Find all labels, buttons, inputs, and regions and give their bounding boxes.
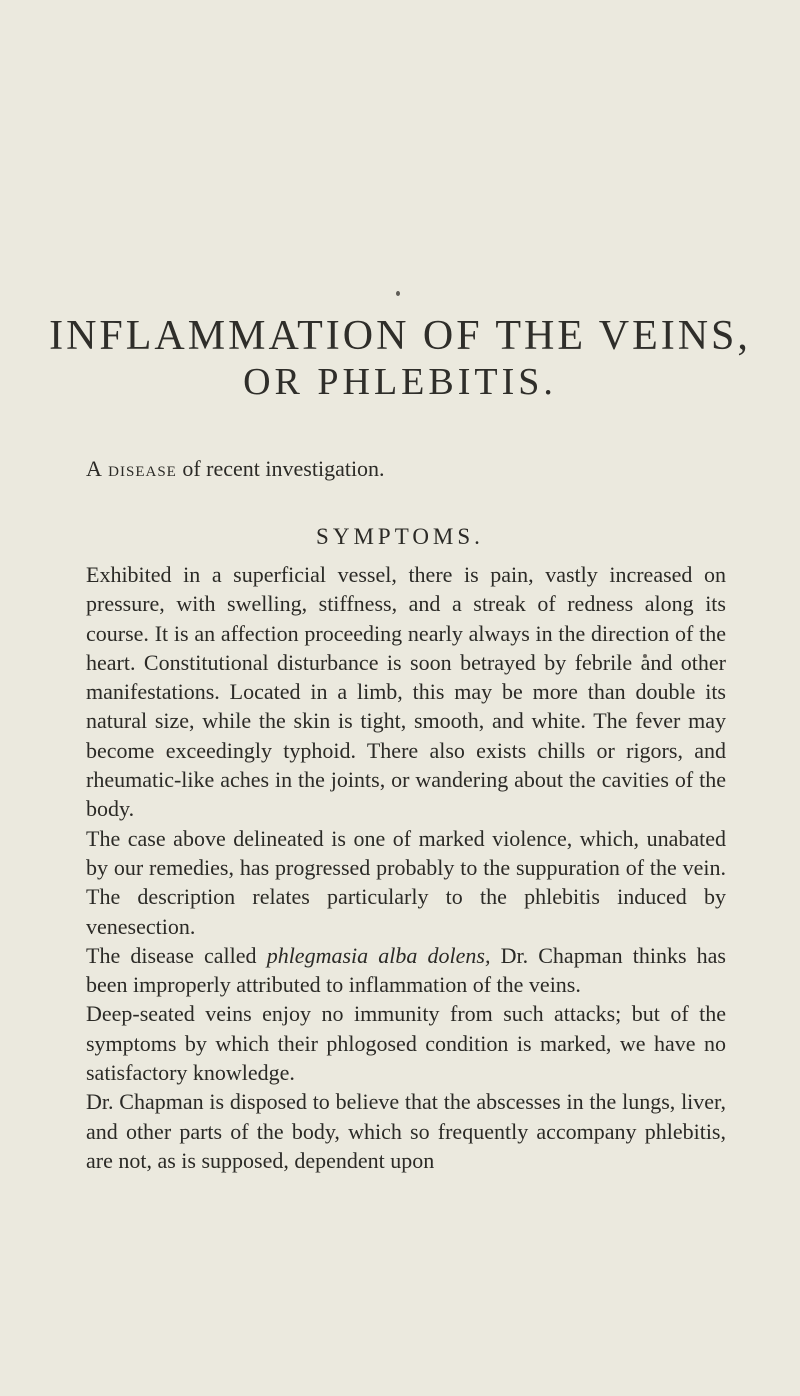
paragraph-text: The disease called: [86, 942, 267, 968]
intro-line: [86, 456, 385, 482]
paragraph: Exhibited in a superficial vessel, there is pain, vastly increased on pressure, with swelling, stiffness, and a streak of redness along its course. It is an affection proceeding nearly always in the direction of the heart. Constitutional disturbance is soon betrayed by febrile and other manifestations. Located in a limb, this may be more than double its natural size, while the skin is tight, smooth, and white. The fever may become exceedingly typhoid. There also exists chills or rigors, and rheumatic-like aches in the joints, or wandering about the cavities of the body.: [86, 562, 726, 822]
intro-lead: A disease: [86, 456, 177, 481]
section-heading: SYMPTOMS.: [316, 524, 484, 549]
italic-term: phlegmasia alba dolens,: [266, 942, 491, 968]
paragraph: [86, 941, 726, 1000]
body-text: [86, 560, 726, 1175]
paragraph: The case above delineated is one of marked violence, which, unabated by our remedies, has progressed probably to the suppuration of the vein. The description relates particularly to the phlebitis induced by venesection.: [86, 825, 726, 939]
paragraph: Deep-seated veins enjoy no immunity from such attacks; but of the symptoms by which their phlogosed condition is marked, we have no satisfactory knowledge.: [86, 1001, 726, 1086]
paragraph: Dr. Chapman is disposed to believe that the abscesses in the lungs, liver, and other parts of the body, which so frequently accompany phlebitis, are not, as is supposed, dependent upon: [86, 1089, 726, 1173]
intro-rest: of recent investigation.: [176, 456, 385, 481]
paragraph-text: Dr. Chapman thinks has been improperly attributed to inflammation of the veins.: [86, 942, 726, 998]
ink-speck: [396, 291, 400, 296]
chapter-title-line-2: OR PHLEBITIS.: [243, 361, 557, 403]
chapter-title-line-1: INFLAMMATION OF THE VEINS,: [49, 313, 751, 359]
